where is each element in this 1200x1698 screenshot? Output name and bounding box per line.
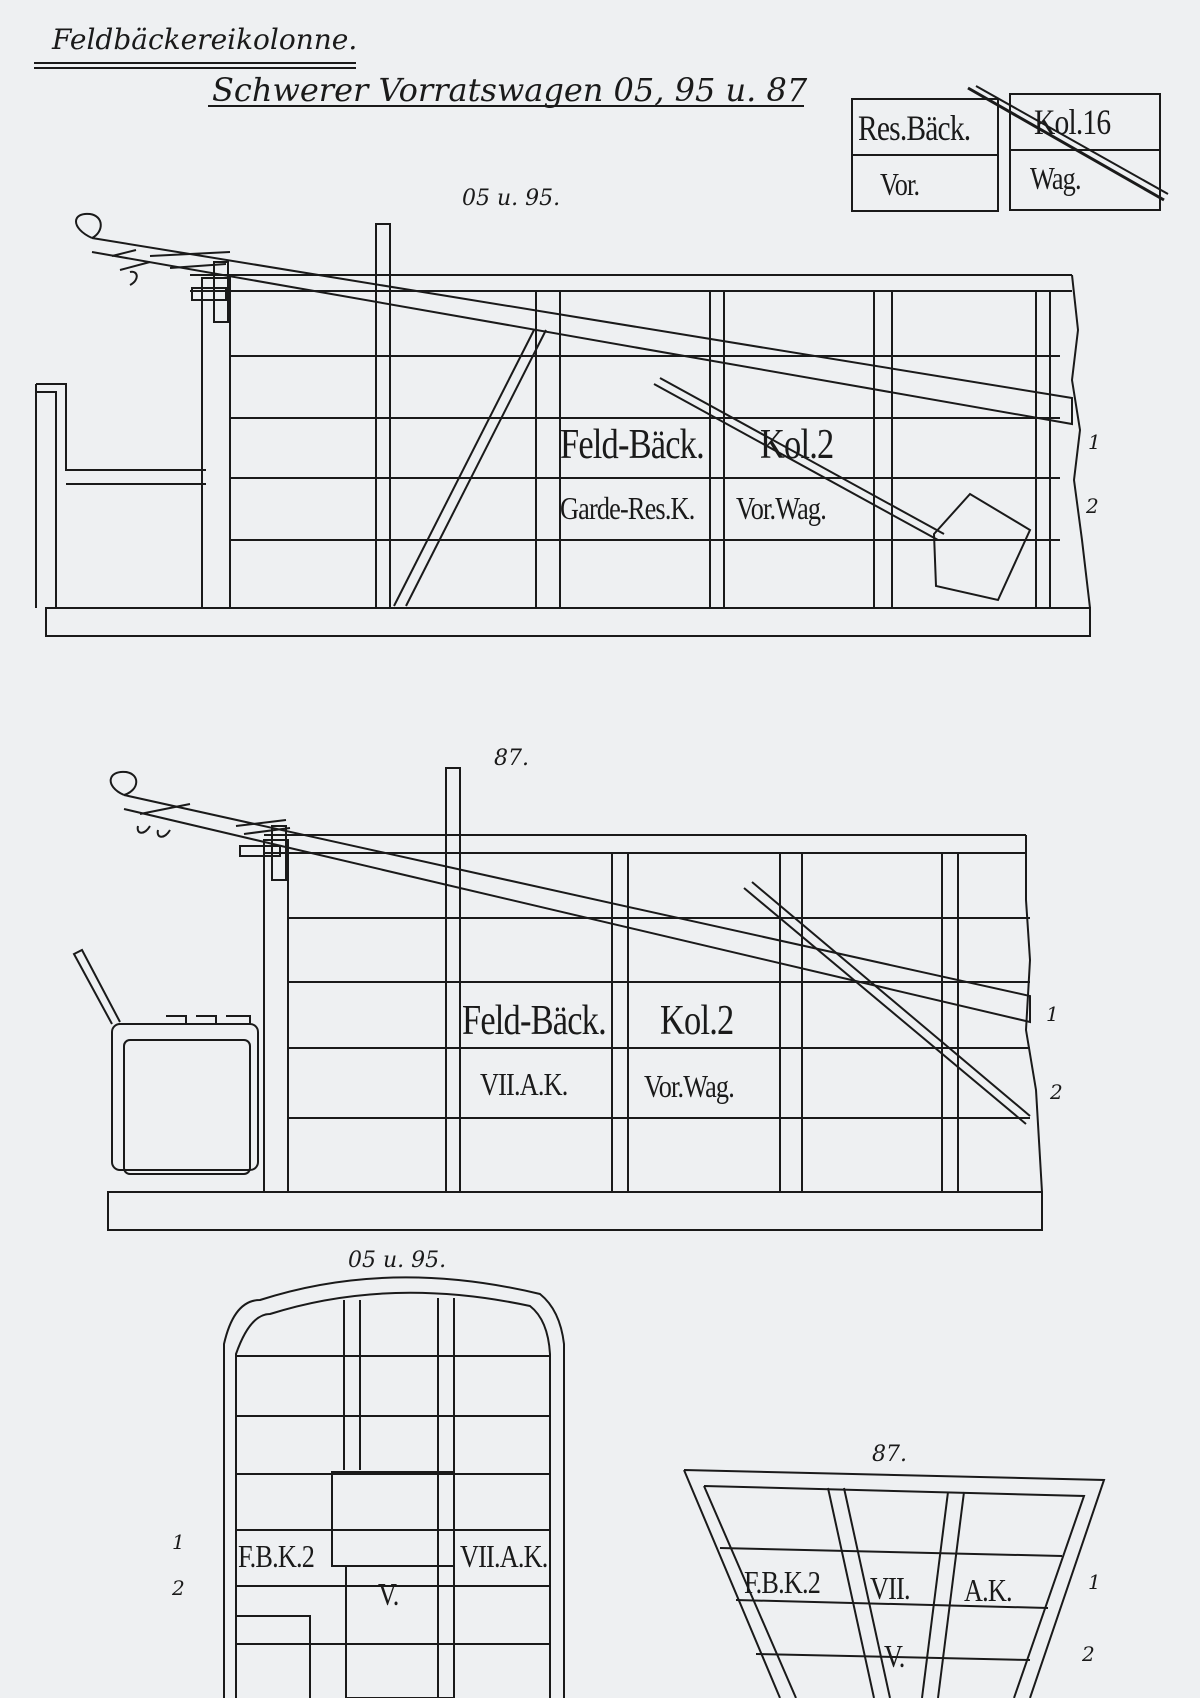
rear-view-2-marking-center-top: VII. <box>870 1570 910 1606</box>
rear-view-2-line-number-2: 2 <box>1082 1642 1095 1666</box>
rear-view-2-marking-left: F.B.K.2 <box>744 1564 821 1600</box>
rear-view-1-label: 05 u. 95. <box>348 1248 447 1273</box>
plate-left-bottom: Vor. <box>880 166 920 202</box>
side-view-2-marking-2a: VII.A.K. <box>480 1066 568 1102</box>
plate-left-top: Res.Bäck. <box>858 108 971 148</box>
drawing-title: Feldbäckereikolonne. <box>52 23 358 56</box>
side-view-1-line-number-2: 2 <box>1086 494 1099 518</box>
side-view-1-label: 05 u. 95. <box>462 186 561 211</box>
rear-view-2-label: 87. <box>872 1442 907 1467</box>
rear-view-1-line-number-2: 2 <box>172 1576 185 1600</box>
side-view-2-marking-2b: Vor.Wag. <box>644 1068 734 1104</box>
side-view-2-marking-1b: Kol.2 <box>660 998 734 1044</box>
rear-view-1-marking-right: VII.A.K. <box>460 1538 548 1574</box>
plate-right-bottom: Wag. <box>1030 160 1081 196</box>
rear-view-2-marking-center-bottom: V. <box>884 1638 905 1674</box>
rear-view-1-frame <box>224 1277 564 1698</box>
side-view-1-marking-1a: Feld-Bäck. <box>560 422 704 468</box>
rear-view-1-line-number-1: 1 <box>172 1530 185 1554</box>
side-view-2-line-number-1: 1 <box>1046 1002 1059 1026</box>
drawing-subtitle: Schwerer Vorratswagen 05, 95 u. 87 <box>212 71 808 109</box>
side-view-2-line-number-2: 2 <box>1050 1080 1063 1104</box>
side-view-1-marking-2b: Vor.Wag. <box>736 490 826 526</box>
rear-view-2-line-number-1: 1 <box>1088 1570 1101 1594</box>
side-view-1-marking-1b: Kol.2 <box>760 422 834 468</box>
rear-view-1-marking-left: F.B.K.2 <box>238 1538 315 1574</box>
side-view-1-line-number-1: 1 <box>1088 430 1101 454</box>
side-view-1-marking-2a: Garde-Res.K. <box>560 490 695 526</box>
side-view-2-label: 87. <box>494 746 529 771</box>
rear-view-1-marking-center: V. <box>378 1576 399 1612</box>
rear-view-2-marking-right: A.K. <box>964 1572 1012 1608</box>
side-view-2-marking-1a: Feld-Bäck. <box>462 998 606 1044</box>
plate-right-top: Kol.16 <box>1034 102 1111 142</box>
